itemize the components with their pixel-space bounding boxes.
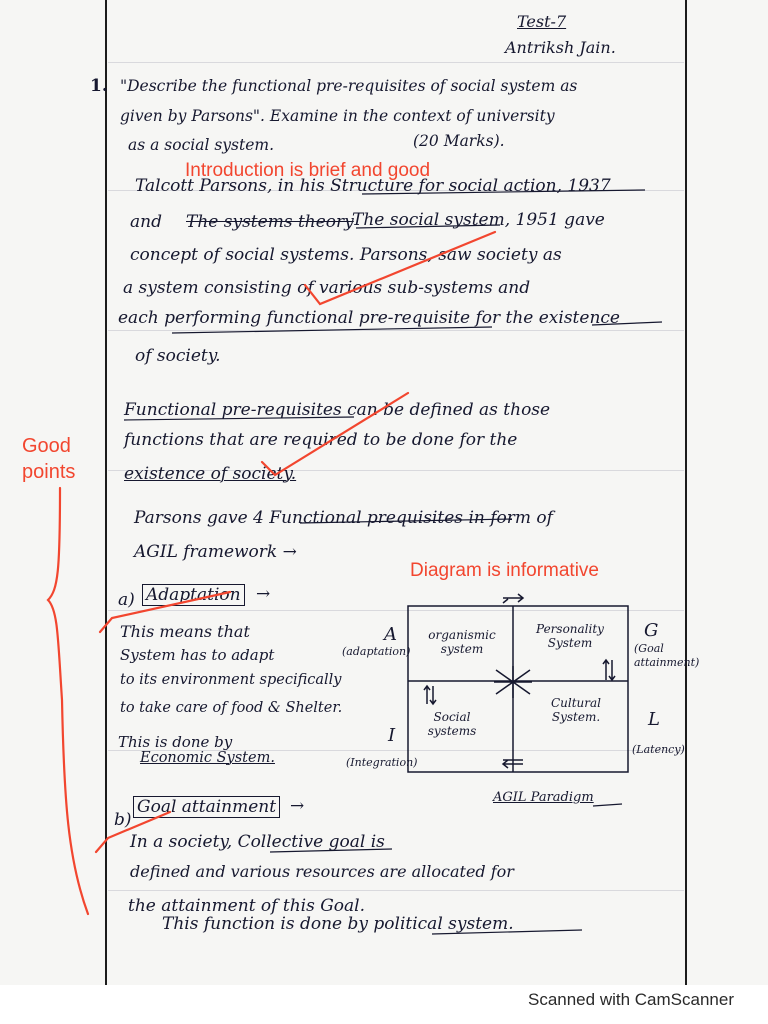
section-heading-goal-attainment: Goal attainment [133,796,280,818]
annotation-intro: Introduction is brief and good [185,160,431,181]
answer-line: Talcott Parsons, in his Structure for social action, 1937 [135,176,611,196]
annotation-diagram: Diagram is informative [410,560,599,581]
author-name: Antriksh Jain. [505,38,616,57]
arrow-icon: → [256,584,271,604]
tick-mark [96,812,170,852]
red-marks [48,232,495,914]
answer-line: a system consisting of various sub-systems and [123,278,531,298]
diagram-letter-a: A [384,624,397,645]
diagram-frame [408,606,628,772]
list-label: b) [114,810,132,830]
swap-arrow-icon [503,594,523,603]
good-points-bracket [48,488,88,914]
answer-line: Parsons gave 4 Functional prequisites in form of [134,508,553,528]
question-marks: (20 Marks). [413,132,505,150]
struck-text: The systems theory [186,212,354,232]
answer-line: functions that are required to be done for the [124,430,518,450]
answer-line: This is done by [118,733,233,751]
underline-mark [432,930,582,934]
underline-mark [124,417,354,420]
caption-underline [593,804,622,806]
list-label: a) [118,590,135,610]
quadrant-label: Cultural System. [550,696,602,724]
answer-line: to take care of food & Shelter. [120,700,343,716]
section-heading-adaptation: Adaptation [142,584,245,606]
underline-mark [270,849,392,852]
tick-mark [100,592,230,632]
answer-line: Economic System. [140,750,275,766]
question-line: "Describe the functional pre-requisites of social system as [120,77,578,95]
updown-arrow-icon [603,660,615,680]
underline-mark [362,190,645,194]
tick-mark [262,393,408,475]
question-number: 1. [90,76,108,96]
answer-line: defined and various resources are allocated for [130,862,514,881]
answer-line: the attainment of this Goal. [128,896,365,916]
diagram-letter-l: L [648,709,660,730]
agil-diagram [408,594,628,772]
answer-line: existence of society. [124,464,297,484]
arrow-icon: → [290,796,305,816]
diagram-letter-g: G [644,620,659,641]
underline-mark [172,327,492,333]
answer-line: This function is done by political system. [162,914,514,934]
answer-line: of society. [135,346,221,366]
diagram-note: (Goal attainment) [634,642,700,669]
diagram-letter-i: I [388,725,396,746]
answer-line: concept of social systems. Parsons, saw society as [130,245,562,265]
diagram-note: (adaptation) [342,645,411,658]
answer-line: and [130,212,162,232]
answer-line: to its environment specifically [120,672,342,688]
question-line: given by Parsons". Examine in the context of university [120,107,555,125]
quadrant-label: organismic system [428,628,496,656]
answer-line: AGIL framework → [134,542,297,562]
tick-mark [305,232,495,304]
center-arrows-icon [494,666,532,698]
annotation-good-points: Good points [22,435,76,483]
underline-mark [592,322,662,325]
answer-line: Functional pre-requisites can be defined as those [124,400,551,420]
diagram-note: (Integration) [346,756,418,769]
test-title: Test-7 [517,12,567,31]
diagram-caption: AGIL Paradigm [493,790,594,805]
question-line: as a social system. [128,136,275,154]
answer-line: System has to adapt [120,646,275,664]
updown-arrow-icon [424,686,436,704]
answer-line: The social system, 1951 gave [352,210,605,230]
answer-line: This means that [120,622,250,641]
underline-mark [300,519,512,523]
underline-mark [356,225,500,228]
answer-line: In a society, Collective goal is [130,832,385,852]
answer-line: each performing functional pre-requisite for the existence [118,308,620,328]
quadrant-label: Personality System [536,622,604,650]
diagram-note: (Latency) [632,743,685,756]
scanner-watermark: Scanned with CamScanner [527,990,734,1009]
quadrant-label: Social systems [427,710,477,738]
